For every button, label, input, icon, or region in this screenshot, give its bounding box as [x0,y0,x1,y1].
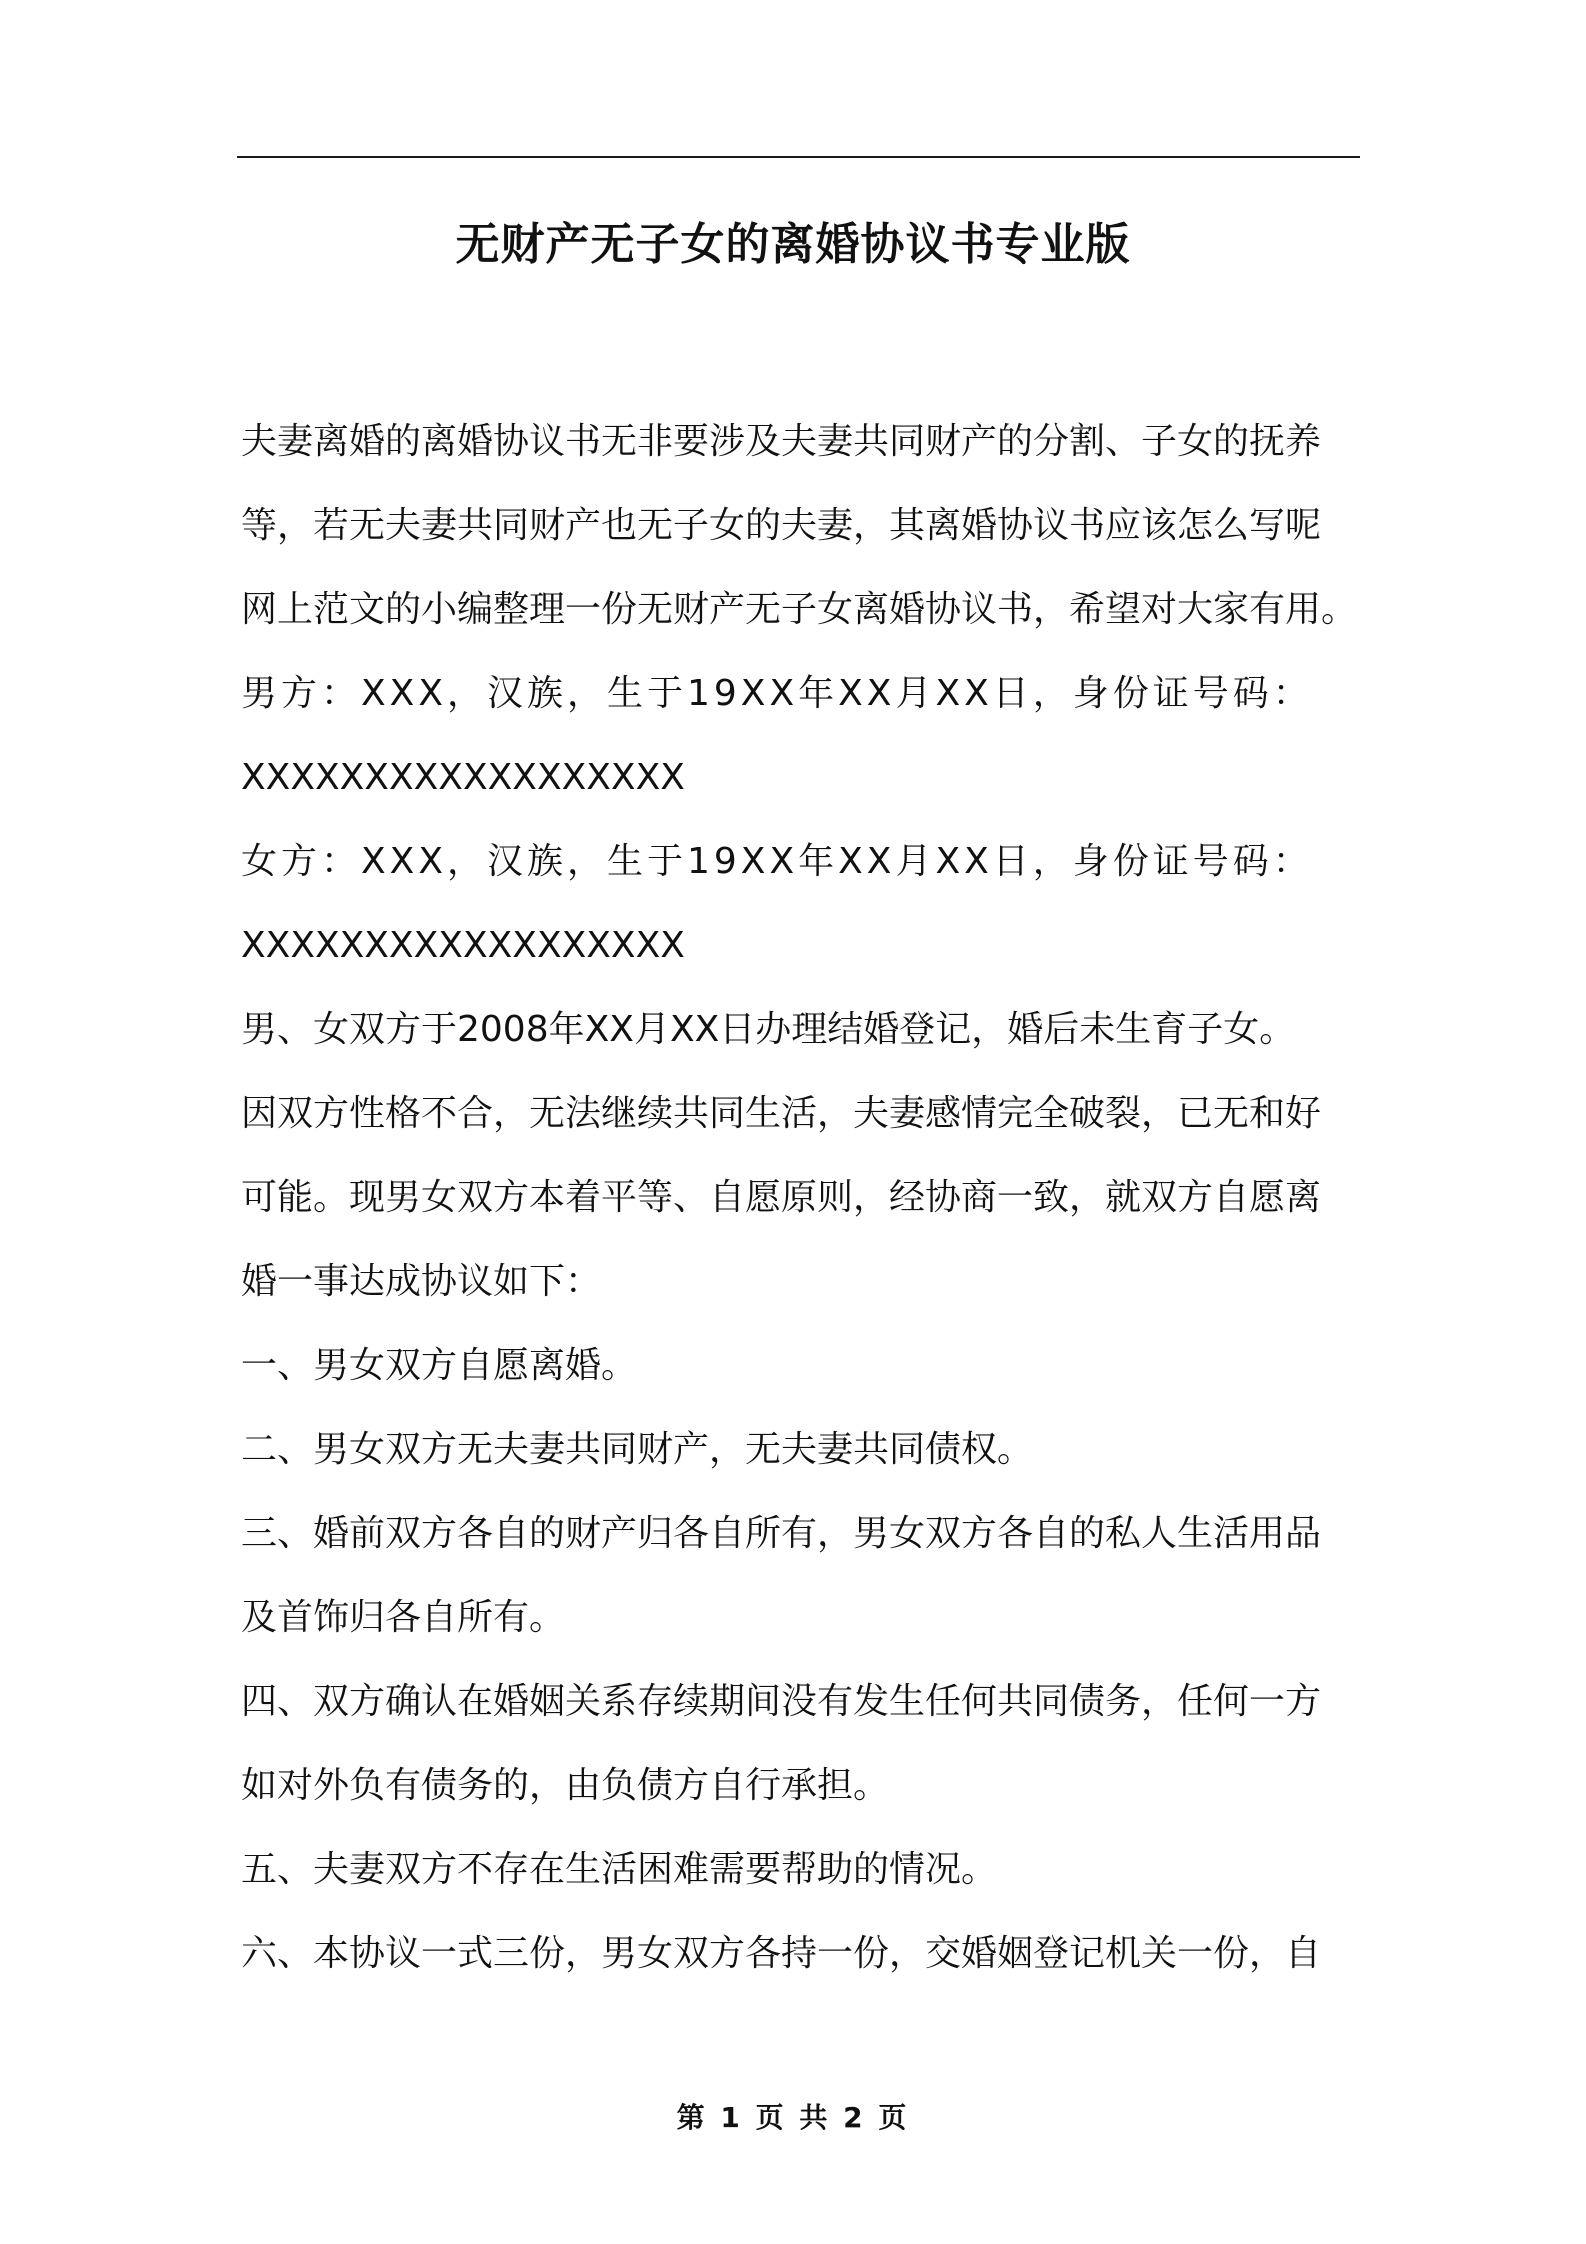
clause-1: 一、男女双方自愿离婚。 [241,1345,638,1386]
body-line: 男、女双方于2008年XX月XX日办理结婚登记，婚后未生育子女。 [241,1009,1296,1050]
body-line: 等，若无夫妻共同财产也无子女的夫妻，其离婚协议书应该怎么写呢 [241,505,1322,546]
clause-3: 三、婚前双方各自的财产归各自所有，男女双方各自的私人生活用品 [241,1513,1322,1554]
female-id-number: XXXXXXXXXXXXXXXXXX [241,925,685,966]
body-line: 可能。现男女双方本着平等、自愿原则，经协商一致，就双方自愿离 [241,1177,1322,1218]
male-party-line: 男方：XXX，汉族，生于19XX年XX月XX日，身份证号码： [241,673,1313,714]
clause-4-cont: 如对外负有债务的，由负债方自行承担。 [241,1765,890,1806]
female-party-line: 女方：XXX，汉族，生于19XX年XX月XX日，身份证号码： [241,841,1313,882]
clause-6: 六、本协议一式三份，男女双方各持一份，交婚姻登记机关一份，自 [241,1933,1322,1974]
header-rule [237,156,1360,158]
body-line: 婚一事达成协议如下： [241,1261,602,1302]
body-line: 因双方性格不合，无法继续共同生活，夫妻感情完全破裂，已无和好 [241,1093,1322,1134]
document-body [241,400,1361,1996]
body-line: 夫妻离婚的离婚协议书无非要涉及夫妻共同财产的分割、子女的抚养 [241,421,1322,462]
clause-2: 二、男女双方无夫妻共同财产，无夫妻共同债权。 [241,1429,1034,1470]
clause-3-cont: 及首饰归各自所有。 [241,1597,566,1638]
clause-5: 五、夫妻双方不存在生活困难需要帮助的情况。 [241,1849,998,1890]
document-title: 无财产无子女的离婚协议书专业版 [455,219,1131,270]
body-line: 网上范文的小编整理一份无财产无子女离婚协议书，希望对大家有用。 [241,589,1358,630]
page-footer: 第 1 页 共 2 页 [676,2101,910,2134]
clause-4: 四、双方确认在婚姻关系存续期间没有发生任何共同债务，任何一方 [241,1681,1322,1722]
male-id-number: XXXXXXXXXXXXXXXXXX [241,757,685,798]
